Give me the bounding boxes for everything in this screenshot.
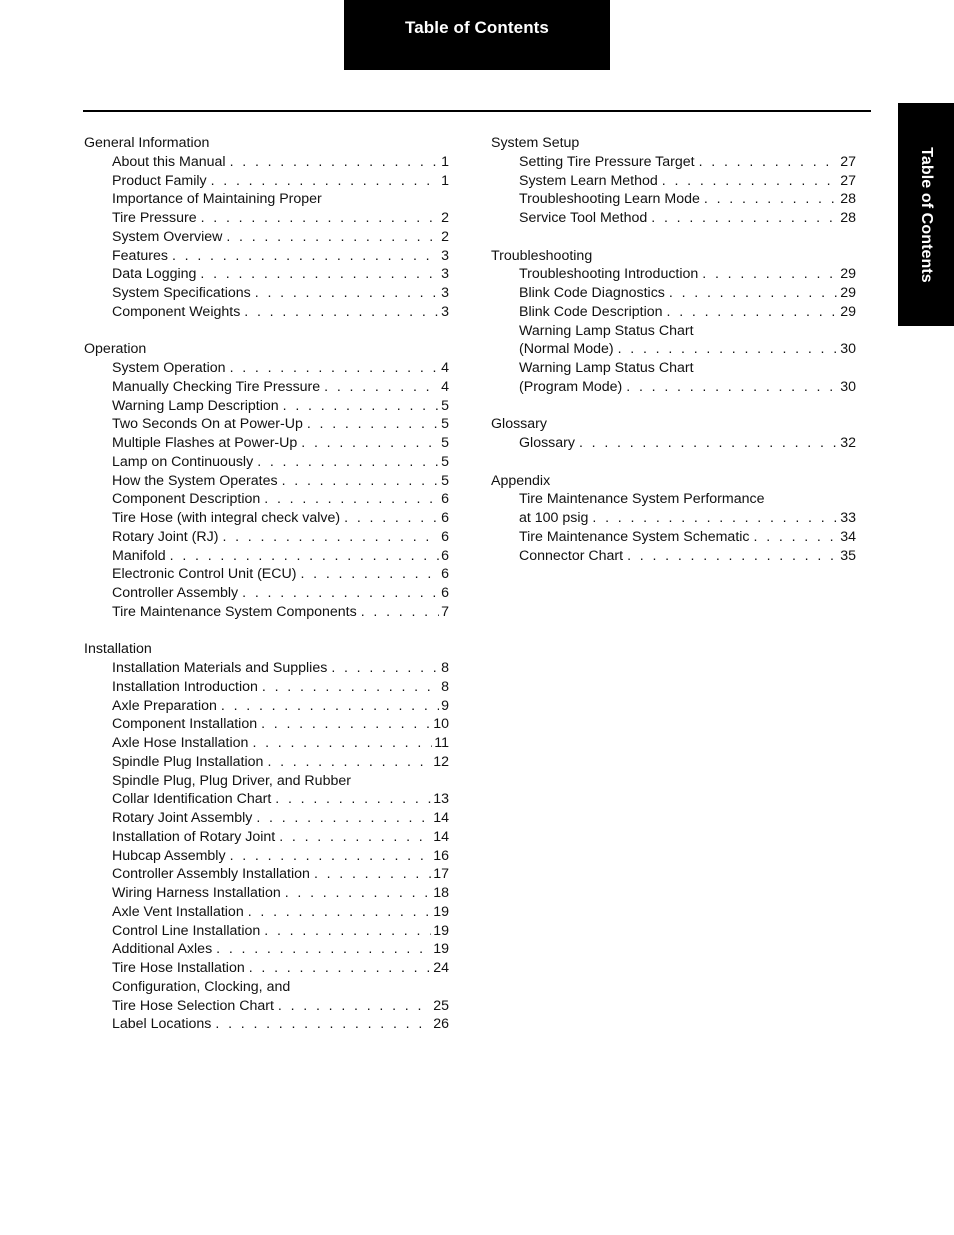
section-title: Glossary: [491, 416, 547, 433]
toc-entry-label: Additional Axles: [112, 941, 213, 958]
toc-entry-page-number: 5: [441, 472, 449, 489]
toc-entry[interactable]: [84, 697, 449, 716]
toc-entry-page-number: 14: [433, 810, 449, 826]
toc-entry[interactable]: [84, 809, 449, 828]
toc-entry-page-number: 19: [433, 941, 449, 958]
toc-entry-label: Service Tool Method: [519, 210, 648, 226]
toc-entry[interactable]: [491, 303, 856, 322]
dot-leader: [702, 265, 838, 284]
dot-leader: [699, 153, 839, 172]
toc-entry[interactable]: [84, 828, 449, 847]
dot-leader: [285, 884, 431, 903]
toc-entry-label: Troubleshooting Learn Mode: [519, 191, 700, 208]
header-tab: [344, 0, 610, 70]
toc-entry-label-line: Warning Lamp Status Chart: [519, 322, 694, 339]
toc-entry[interactable]: [84, 603, 449, 622]
toc-entry-label: Component Weights: [112, 303, 241, 320]
dot-leader: [222, 528, 439, 547]
toc-entry-label: Wiring Harness Installation: [112, 885, 281, 901]
toc-entry-page-number: 27: [840, 153, 856, 170]
dot-leader: [618, 340, 839, 359]
toc-entry[interactable]: [84, 865, 449, 884]
toc-entry-label: Tire Hose Installation: [112, 960, 245, 976]
toc-entry-page-number: 9: [441, 697, 449, 714]
toc-entry[interactable]: [491, 153, 856, 172]
toc-entry-page-number: 25: [433, 997, 449, 1014]
dot-leader: [262, 678, 439, 697]
dot-leader: [211, 172, 440, 191]
toc-entry-label: Multiple Flashes at Power-Up: [112, 435, 298, 451]
toc-entry[interactable]: [84, 678, 449, 697]
toc-entry-page-number: 35: [840, 547, 856, 564]
dot-leader: [249, 959, 431, 978]
toc-entry-label: Connector Chart: [519, 547, 624, 564]
toc-entry-page-number: 24: [433, 960, 449, 976]
toc-entry-page-number: 16: [433, 847, 449, 864]
toc-entry-page-number: 19: [433, 922, 449, 939]
toc-entry-page-number: 27: [840, 172, 856, 189]
toc-entry-page-number: 5: [441, 435, 449, 451]
toc-section-troubleshooting: [491, 247, 856, 397]
toc-entry[interactable]: [491, 434, 856, 453]
dot-leader: [627, 547, 838, 566]
toc-entry[interactable]: [491, 190, 856, 209]
toc-entry-label: Installation Materials and Supplies: [112, 660, 328, 676]
toc-entry-label: About this Manual: [112, 153, 226, 170]
side-tab-label: Table of Contents: [918, 146, 935, 283]
section-title: General Information: [84, 135, 210, 151]
toc-entry-page-number: 6: [441, 491, 449, 508]
toc-entry[interactable]: [84, 922, 449, 941]
toc-entry-page-number: 29: [840, 266, 856, 283]
toc-entry-page-number: 33: [840, 510, 856, 526]
dot-leader: [170, 547, 439, 566]
section-title: Troubleshooting: [491, 247, 593, 264]
toc-entry[interactable]: [84, 153, 449, 172]
toc-entry-page-number: 4: [441, 378, 449, 395]
toc-entry-label: at 100 psig: [519, 510, 589, 526]
toc-section-operation: [84, 340, 449, 621]
toc-entry-page-number: 28: [840, 191, 856, 208]
toc-entry[interactable]: [84, 1015, 449, 1034]
dot-leader: [283, 397, 439, 416]
dot-leader: [279, 828, 431, 847]
toc-entry-label: Axle Hose Installation: [112, 735, 249, 751]
toc-entry-page-number: 3: [441, 303, 449, 320]
toc-entry-page-number: 18: [433, 885, 449, 901]
toc-entry-label: (Normal Mode): [519, 341, 614, 358]
toc-entry[interactable]: [84, 434, 449, 453]
toc-entry[interactable]: [491, 547, 856, 566]
dot-leader: [361, 603, 439, 622]
toc-entry[interactable]: [84, 490, 449, 509]
dot-leader: [669, 284, 838, 303]
toc-entry[interactable]: [84, 753, 449, 772]
toc-entry[interactable]: [84, 228, 449, 247]
toc-entry-label: Controller Assembly: [112, 585, 239, 601]
toc-entry[interactable]: [84, 959, 449, 978]
toc-entry[interactable]: [84, 453, 449, 472]
toc-entry[interactable]: [84, 265, 449, 284]
toc-entry-page-number: 28: [840, 210, 856, 226]
toc-entry[interactable]: [84, 528, 449, 547]
toc-entry-page-number: 1: [441, 172, 449, 189]
toc-entry-label: Component Description: [112, 491, 261, 508]
toc-entry-page-number: 5: [441, 416, 449, 433]
toc-entry-page-number: 3: [441, 266, 449, 283]
toc-entry-page-number: 14: [433, 828, 449, 845]
dot-leader: [301, 434, 439, 453]
toc-entry-label: System Operation: [112, 360, 226, 376]
toc-section-glossary: [491, 415, 856, 453]
toc-entry-page-number: 3: [441, 247, 449, 264]
toc-entry-page-number: 10: [433, 716, 449, 733]
dot-leader: [242, 584, 439, 603]
toc-entry-label: Tire Maintenance System Components: [112, 603, 357, 620]
toc-entry[interactable]: [84, 172, 449, 191]
dot-leader: [261, 715, 431, 734]
toc-entry-page-number: 7: [441, 603, 449, 620]
toc-entry[interactable]: [84, 284, 449, 303]
toc-entry-label: Two Seconds On at Power-Up: [112, 416, 303, 433]
toc-entry[interactable]: [84, 790, 449, 809]
toc-entry-page-number: 8: [441, 660, 449, 676]
page-title: Table of Contents: [405, 18, 549, 37]
dot-leader: [248, 903, 432, 922]
toc-entry[interactable]: [84, 659, 449, 678]
toc-entry-label: Warning Lamp Description: [112, 397, 279, 414]
toc-entry[interactable]: [84, 247, 449, 266]
toc-entry[interactable]: [84, 847, 449, 866]
dot-leader: [230, 847, 432, 866]
toc-entry-page-number: 29: [840, 285, 856, 301]
toc-entry[interactable]: [491, 378, 856, 397]
toc-entry[interactable]: [491, 528, 856, 547]
toc-entry-label: Spindle Plug Installation: [112, 753, 264, 770]
toc-entry[interactable]: [84, 547, 449, 566]
dot-leader: [200, 265, 439, 284]
toc-entry-page-number: 26: [433, 1016, 449, 1033]
toc-entry-page-number: 6: [441, 585, 449, 601]
dot-leader: [662, 172, 838, 191]
toc-entry-label: Tire Hose (with integral check valve): [112, 510, 341, 526]
toc-entry-label-line: Warning Lamp Status Chart: [519, 360, 694, 376]
dot-leader: [264, 922, 431, 941]
toc-entry[interactable]: [491, 172, 856, 191]
toc-entry-page-number: 30: [840, 341, 856, 358]
toc-entry-page-number: 17: [433, 866, 449, 883]
toc-column-right: [491, 134, 856, 584]
toc-entry-label-line: Spindle Plug, Plug Driver, and Rubber: [112, 772, 351, 789]
toc-entry-page-number: 29: [840, 303, 856, 320]
dot-leader: [278, 997, 431, 1016]
toc-entry[interactable]: [84, 209, 449, 228]
toc-entry[interactable]: [84, 734, 449, 753]
dot-leader: [216, 940, 431, 959]
toc-section-system-setup: [491, 134, 856, 228]
dot-leader: [331, 659, 439, 678]
toc-entry-page-number: 2: [441, 228, 449, 245]
dot-leader: [267, 753, 431, 772]
toc-entry-page-number: 1: [441, 153, 449, 170]
dot-leader: [215, 1015, 431, 1034]
toc-entry-label: System Learn Method: [519, 172, 658, 189]
toc-entry[interactable]: [491, 509, 856, 528]
toc-section-installation: [84, 640, 449, 1034]
toc-entry-label: Glossary: [519, 435, 575, 451]
toc-entry-label: System Specifications: [112, 285, 251, 301]
toc-entry-label: Installation Introduction: [112, 678, 258, 695]
dot-leader: [592, 509, 838, 528]
toc-entry[interactable]: [491, 340, 856, 359]
toc-entry-label: Hubcap Assembly: [112, 847, 226, 864]
toc-entry-label: Setting Tire Pressure Target: [519, 153, 695, 170]
section-title: System Setup: [491, 135, 580, 151]
dot-leader: [172, 247, 439, 266]
toc-section-appendix: [491, 472, 856, 566]
toc-entry[interactable]: [84, 884, 449, 903]
toc-entry[interactable]: [491, 265, 856, 284]
toc-entry-page-number: 6: [441, 547, 449, 564]
toc-entry-page-number: 3: [441, 285, 449, 301]
toc-entry-label: Features: [112, 247, 168, 264]
dot-leader: [230, 359, 440, 378]
dot-leader: [301, 565, 440, 584]
section-title: Appendix: [491, 472, 551, 489]
toc-entry-page-number: 19: [433, 903, 449, 920]
toc-entry-page-number: 30: [840, 378, 856, 395]
toc-entry-label: How the System Operates: [112, 472, 278, 489]
toc-entry[interactable]: [84, 397, 449, 416]
toc-entry[interactable]: [84, 472, 449, 491]
toc-entry[interactable]: [84, 415, 449, 434]
toc-entry-page-number: 13: [433, 791, 449, 808]
toc-entry-label: Troubleshooting Introduction: [519, 266, 699, 283]
dot-leader: [275, 790, 431, 809]
dot-leader: [257, 453, 439, 472]
toc-entry-page-number: 6: [441, 566, 449, 583]
dot-leader: [651, 209, 838, 228]
dot-leader: [252, 734, 432, 753]
toc-entry-label: (Program Mode): [519, 378, 623, 395]
dot-leader: [626, 378, 838, 397]
toc-entry-label: Controller Assembly Installation: [112, 866, 310, 883]
dot-leader: [307, 415, 439, 434]
toc-entry[interactable]: [84, 565, 449, 584]
toc-entry-label: Tire Hose Selection Chart: [112, 997, 274, 1014]
toc-entry-page-number: 8: [441, 678, 449, 695]
dot-leader: [226, 228, 439, 247]
dot-leader: [264, 490, 439, 509]
toc-entry-label-line: Configuration, Clocking, and: [112, 978, 291, 995]
toc-entry[interactable]: [84, 303, 449, 322]
side-tab: [898, 103, 954, 326]
toc-entry-label: Control Line Installation: [112, 922, 261, 939]
toc-entry-label: Tire Maintenance System Schematic: [519, 528, 750, 545]
toc-entry[interactable]: [84, 997, 449, 1016]
toc-entry-label: Electronic Control Unit (ECU): [112, 566, 297, 583]
dot-leader: [754, 528, 839, 547]
toc-entry-label: Rotary Joint Assembly: [112, 810, 253, 826]
toc-entry-page-number: 2: [441, 210, 449, 226]
toc-entry-label: Manifold: [112, 547, 166, 564]
toc-entry-label-line: Importance of Maintaining Proper: [112, 191, 322, 208]
dot-leader: [221, 697, 439, 716]
toc-entry[interactable]: [84, 584, 449, 603]
toc-entry-page-number: 12: [433, 753, 449, 770]
section-title: Operation: [84, 341, 147, 358]
dot-leader: [344, 509, 439, 528]
dot-leader: [282, 472, 440, 491]
toc-entry-page-number: 32: [840, 435, 856, 451]
toc-section-general-information: [84, 134, 449, 322]
toc-entry-label: System Overview: [112, 228, 223, 245]
toc-entry-label: Product Family: [112, 172, 207, 189]
dot-leader: [314, 865, 431, 884]
header-divider: [83, 110, 871, 112]
toc-entry[interactable]: [491, 284, 856, 303]
toc-entry-label: Collar Identification Chart: [112, 791, 272, 808]
toc-entry-label: Axle Vent Installation: [112, 903, 244, 920]
dot-leader: [579, 434, 838, 453]
toc-entry-label: Component Installation: [112, 716, 258, 733]
toc-entry-page-number: 34: [840, 528, 856, 545]
toc-entry[interactable]: [84, 378, 449, 397]
dot-leader: [255, 284, 439, 303]
toc-entry[interactable]: [84, 903, 449, 922]
toc-entry-label: Rotary Joint (RJ): [112, 528, 219, 545]
dot-leader: [704, 190, 838, 209]
toc-entry-page-number: 11: [434, 735, 449, 751]
toc-entry-page-number: 4: [441, 360, 449, 376]
dot-leader: [256, 809, 431, 828]
dot-leader: [324, 378, 439, 397]
toc-entry-label-line: Tire Maintenance System Performance: [519, 491, 765, 508]
toc-entry[interactable]: [84, 509, 449, 528]
toc-entry-label: Manually Checking Tire Pressure: [112, 378, 321, 395]
toc-column-left: [84, 134, 449, 1053]
toc-entry-label: Data Logging: [112, 266, 197, 283]
toc-entry-label: Tire Pressure: [112, 210, 197, 226]
toc-entry-label: Installation of Rotary Joint: [112, 828, 276, 845]
toc-entry[interactable]: [491, 209, 856, 228]
toc-entry-label: Axle Preparation: [112, 697, 217, 714]
toc-entry-page-number: 6: [441, 528, 449, 545]
toc-entry-page-number: 6: [441, 510, 449, 526]
section-title: Installation: [84, 641, 152, 658]
dot-leader: [667, 303, 839, 322]
dot-leader: [244, 303, 439, 322]
dot-leader: [201, 209, 439, 228]
toc-entry-label: Blink Code Description: [519, 303, 663, 320]
dot-leader: [230, 153, 440, 172]
toc-entry[interactable]: [84, 715, 449, 734]
toc-entry[interactable]: [84, 359, 449, 378]
toc-entry-label: Lamp on Continuously: [112, 453, 254, 470]
toc-entry-page-number: 5: [441, 453, 449, 470]
toc-entry-label: Blink Code Diagnostics: [519, 285, 665, 301]
toc-entry-page-number: 5: [441, 397, 449, 414]
toc-entry-label: Label Locations: [112, 1016, 212, 1033]
toc-entry[interactable]: [84, 940, 449, 959]
